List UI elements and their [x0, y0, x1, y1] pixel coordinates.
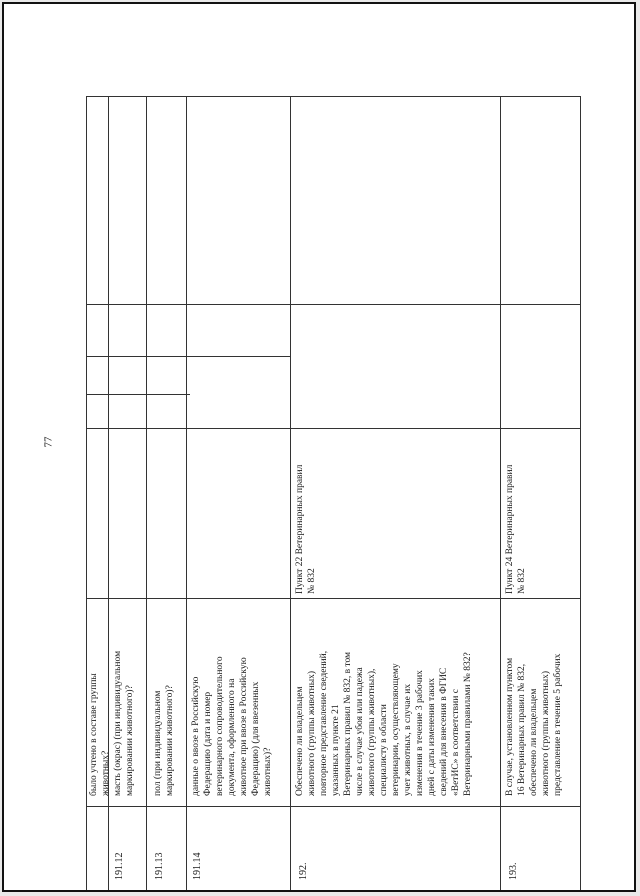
question-cell: данные о ввозе в Российскую Федерацию (дата и номер ветеринарного сопроводительного документа, оформленного на животное при ввозе в Российскую Федерацию) (для ввезенных животных)?	[191, 656, 273, 796]
row-number: 191.14	[192, 852, 203, 880]
question-cell: В случае, установленном пунктом 16 Ветеринарных правил № 832, обеспечено ли владельцем животного (группы животных) представление в течение 5 рабочих	[505, 653, 563, 796]
reference-cell: Пункт 24 Ветеринарных правил № 832	[505, 464, 527, 594]
row-number: 192.	[298, 862, 309, 880]
row-number: 193.	[508, 862, 519, 880]
row-number: 191.12	[114, 852, 125, 880]
question-cell: масть (окрас) (при индивидуальном маркировании животного)?	[113, 650, 135, 796]
question-cell: пол (при индивидуальном маркировании животного)?	[153, 685, 175, 796]
row-number: 191.13	[154, 852, 165, 880]
question-cell: было учтено в составе группы животных?	[89, 673, 111, 796]
reference-cell: Пункт 22 Ветеринарных правил № 832	[295, 464, 317, 594]
question-cell: Обеспечено ли владельцем животного (группы животных) повторное представление сведений, указанных в пункте 21 Ветеринарных правил № 832, в том числе в случае убоя или падежа животного (группы животных), специалисту в области ветеринарии, осуществляющему учет животных, в случае их изменения в течение 3 рабочих дней с даты изменения таких сведений для внесения в ФГИС «ВетИС» в соответствии с Ветеринарными правилами № 832?	[295, 650, 473, 796]
page-number: 77	[42, 436, 55, 448]
